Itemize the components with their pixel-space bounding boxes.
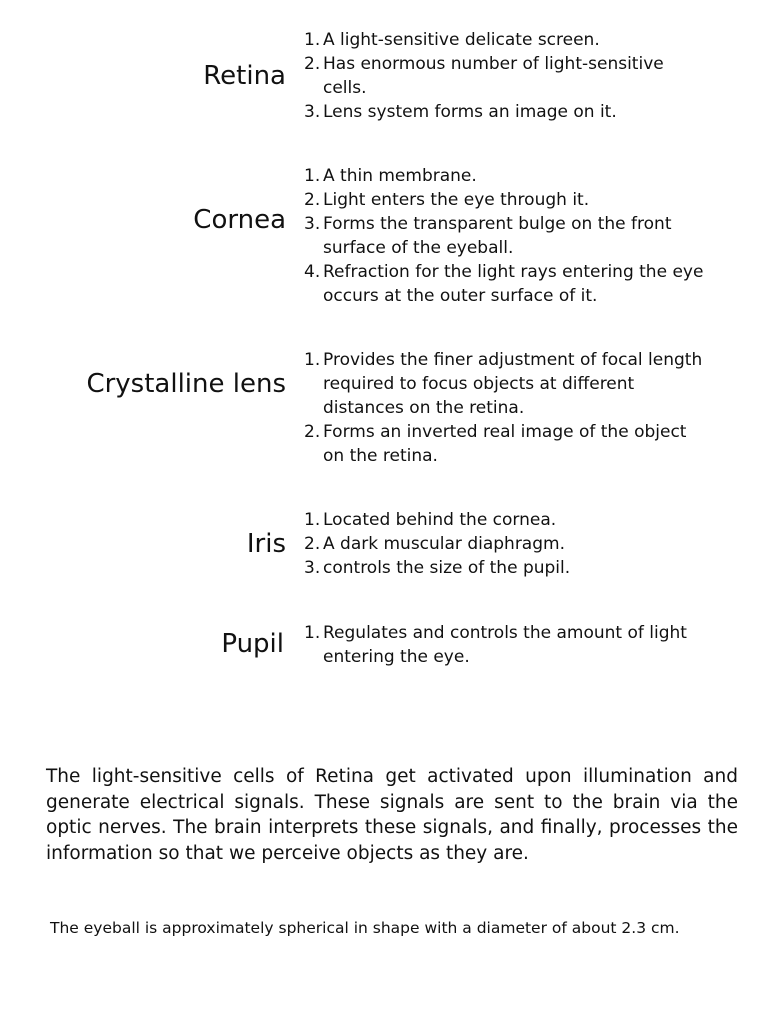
summary-paragraph: The light-sensitive cells of Retina get activated upon illumination and generate electrical signals. These signals are sent to the brain via the optic nerves. The brain interprets these signals, and finally, processes the information so that we perceive objects as they are. xyxy=(46,766,738,864)
cornea-points-list xyxy=(304,164,704,308)
list-item xyxy=(304,100,704,124)
list-item-text: A thin membrane. xyxy=(323,166,477,186)
list-number: 3. xyxy=(304,102,321,122)
list-number: 1. xyxy=(304,350,321,370)
list-number: 3. xyxy=(304,558,321,578)
list-item-text: Refraction for the light rays entering the eye occurs at the outer surface of it. xyxy=(323,262,704,306)
list-number: 3. xyxy=(304,214,321,234)
list-item-text: controls the size of the pupil. xyxy=(323,558,571,578)
list-item-text: Forms an inverted real image of the object on the retina. xyxy=(323,422,687,466)
list-item-text: Lens system forms an image on it. xyxy=(323,102,617,122)
list-number: 2. xyxy=(304,534,321,554)
list-number: 2. xyxy=(304,54,321,74)
list-item xyxy=(304,532,704,556)
list-item xyxy=(304,52,704,100)
list-item-text: A dark muscular diaphragm. xyxy=(323,534,565,554)
term-cornea: Cornea xyxy=(193,205,286,235)
list-number: 1. xyxy=(304,30,321,50)
list-item-text: Regulates and controls the amount of light entering the eye. xyxy=(323,623,687,667)
list-item xyxy=(304,188,704,212)
list-item xyxy=(304,348,704,420)
term-iris: Iris xyxy=(246,529,286,559)
list-item xyxy=(304,508,704,532)
list-item-text: Has enormous number of light-sensitive cells. xyxy=(323,54,664,98)
crystalline-lens-points-list xyxy=(304,348,704,468)
list-number: 2. xyxy=(304,422,321,442)
list-number: 2. xyxy=(304,190,321,210)
list-item-text: Light enters the eye through it. xyxy=(323,190,590,210)
list-item xyxy=(304,212,704,260)
list-item-text: A light-sensitive delicate screen. xyxy=(323,30,600,50)
list-item xyxy=(304,420,704,468)
term-crystalline-lens: Crystalline lens xyxy=(86,369,286,399)
iris-points-list xyxy=(304,508,704,580)
list-item xyxy=(304,164,704,188)
list-item xyxy=(304,621,704,669)
term-pupil: Pupil xyxy=(221,629,284,659)
list-item xyxy=(304,556,704,580)
list-item xyxy=(304,28,704,52)
list-number: 1. xyxy=(304,623,321,643)
pupil-points-list xyxy=(304,621,704,669)
list-item-text: Provides the finer adjustment of focal length required to focus objects at different distances on the retina. xyxy=(323,350,703,418)
list-item-text: Located behind the cornea. xyxy=(323,510,557,530)
list-number: 1. xyxy=(304,166,321,186)
list-number: 4. xyxy=(304,262,321,282)
term-retina: Retina xyxy=(203,61,286,91)
list-item-text: Forms the transparent bulge on the front surface of the eyeball. xyxy=(323,214,672,258)
retina-points-list xyxy=(304,28,704,124)
list-number: 1. xyxy=(304,510,321,530)
eyeball-note: The eyeball is approximately spherical in shape with a diameter of about 2.3 cm. xyxy=(50,919,680,937)
list-item xyxy=(304,260,704,308)
